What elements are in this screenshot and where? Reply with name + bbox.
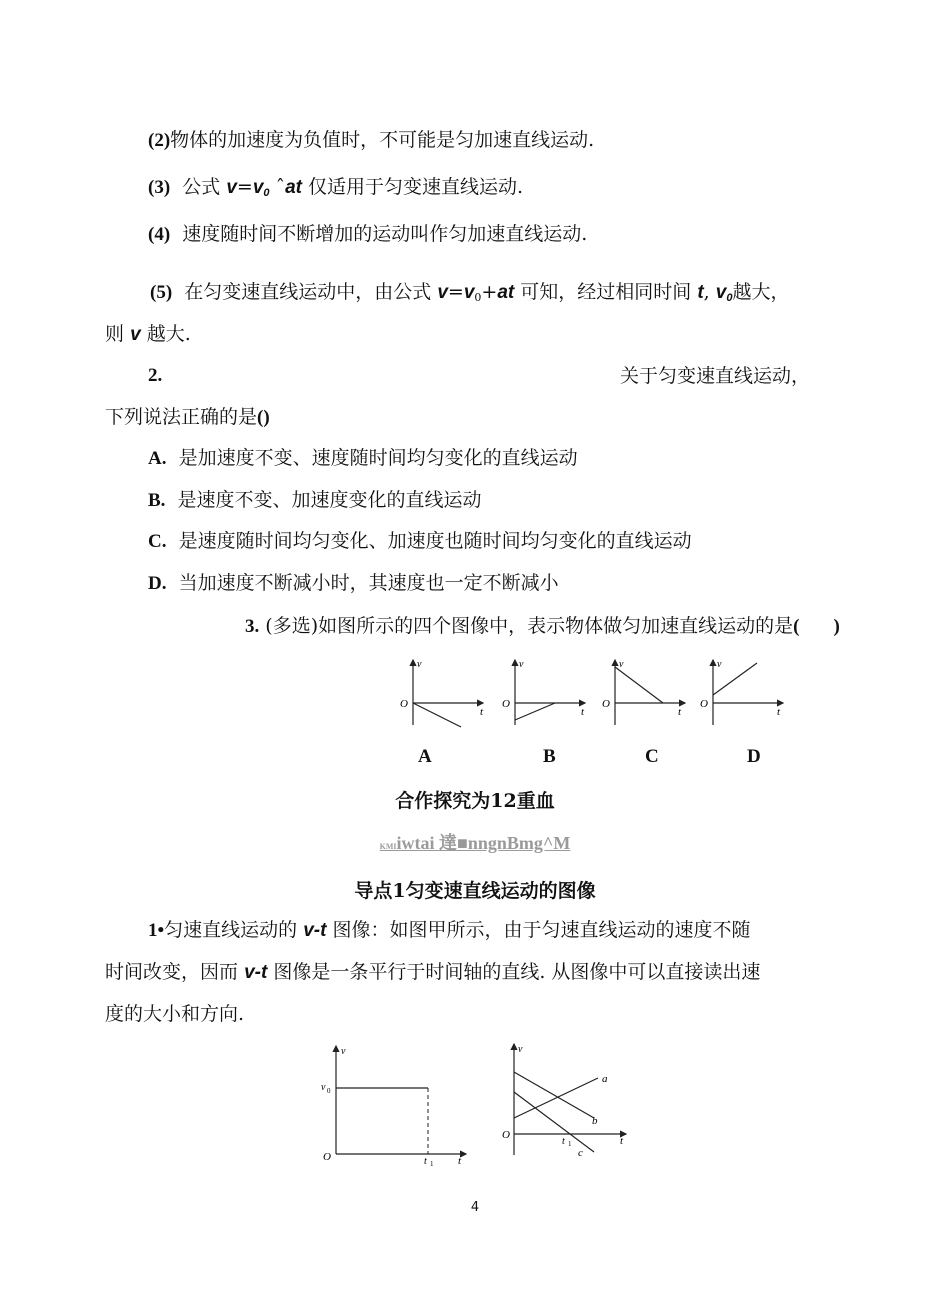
option-text: 是加速度不变、速度随时间均匀变化的直线运动 [178,447,578,469]
figure-uniform-velocity [318,1042,478,1170]
graph-label-d: D [747,746,761,767]
formula-v0: v [715,282,727,303]
axis-t-label: t [620,1135,624,1147]
statement-number: (3) [148,177,171,198]
question-2-number: 2. [148,365,163,386]
guide-paragraph-line-3: 度的大小和方向. [105,1003,245,1025]
answer-paren: () [257,407,270,428]
t1-sub: 1 [568,1140,572,1148]
option-label: D. [148,573,167,594]
statement-text: 公式 [182,176,221,198]
axis-t-label: t [678,706,682,718]
graph-d [700,659,783,725]
line-c [514,1092,594,1152]
statement-number: (2) [148,130,171,151]
formula-v0-sub: 0 [474,291,482,304]
axis-v-label: v [417,659,422,670]
t1-label: t [562,1136,565,1147]
statement-3 [148,175,523,205]
formula-op: + [481,281,498,303]
formula-vt: v-t [303,920,327,941]
axis-t-label: t [777,706,781,718]
formula-v0-sub: 0 [726,292,733,304]
statement-5 [150,280,789,310]
formula-eq: = [236,176,253,198]
paragraph-text: 图像：如图甲所示，由于匀速直线运动的速度不随 [332,919,751,941]
axis-v-label: v [341,1046,346,1057]
formula-v: v [130,324,141,345]
graph-c [602,659,685,725]
axis-t-label: t [480,706,484,718]
formula-comma: , [703,281,710,303]
statement-text: 物体的加速度为负值时，不可能是匀加速直线运动. [170,129,595,151]
statement-text: 可知，经过相同时间 [520,281,692,303]
option-text: 是速度不变、加速度变化的直线运动 [177,489,482,511]
graph-label-b: B [543,746,556,767]
formula-v0-sub: 0 [263,187,270,199]
statement-text: 越大. [146,323,191,345]
watermark-small: KMI [379,842,397,851]
watermark [0,829,950,855]
origin-label: O [400,698,408,710]
watermark-text: iwtai 達■nngnBmg^M [396,833,571,853]
graph-label-a: A [418,746,432,767]
option-label: B. [148,490,166,511]
origin-label: O [502,698,510,710]
option-a [148,446,578,471]
v0-label: v [321,1082,326,1093]
origin-label: O [602,698,610,710]
origin-label: O [700,698,708,710]
graph-b [502,659,585,725]
formula-v0: v [252,177,264,198]
formula-v: v [437,282,448,303]
axis-v-label: v [619,659,624,670]
label-a: a [602,1073,608,1085]
paragraph-text: 时间改变，因而 [105,961,239,983]
paragraph-number: 1• [148,920,165,941]
statement-text: 速度随时间不断增加的运动叫作匀加速直线运动. [182,223,588,245]
statement-number: (5) [150,282,173,303]
option-d [148,571,559,596]
guide-paragraph-line-2 [105,960,760,985]
paragraph-text: 图像是一条平行于时间轴的直线. 从图像中可以直接读出速 [273,961,761,983]
line-a [514,1078,598,1118]
statement-text: 越大， [732,281,790,303]
formula-eq: = [447,281,464,303]
statement-2 [148,128,594,153]
question-number: 3 [245,616,255,637]
formula-v: v [226,177,237,198]
statement-text: 在匀变速直线运动中，由公式 [184,281,432,303]
axis-t-label: t [458,1155,462,1167]
q3-graphs [395,655,795,730]
origin-label: O [323,1151,331,1163]
axis-v-label: v [519,659,524,670]
guide-title: 导点1匀变速直线运动的图像 [354,880,596,902]
label-b: b [592,1115,598,1127]
section-title: 合作探究为12重血 [395,790,555,812]
formula-at: at [285,177,302,198]
graph-a [400,659,484,727]
option-text: 是速度随时间均匀变化、加速度也随时间均匀变化的直线运动 [178,530,692,552]
formula-t: t [697,282,704,303]
origin-label: O [502,1129,510,1141]
formula-at: at [497,282,515,303]
option-b [148,488,482,513]
formula-v0: v [463,282,475,303]
question-text: (多选)如图所示的四个图像中，表示物体做匀加速直线运动的是 [265,615,794,637]
formula-vt: v-t [244,962,268,983]
line-b [514,1072,594,1118]
axis-t-label: t [581,706,585,718]
t1-sub: 1 [430,1160,434,1168]
graph-c-line [615,667,663,703]
option-text: 当加速度不断减小时，其速度也一定不断减小 [178,572,559,594]
answer-paren-open: ( [793,616,800,637]
formula-op: ˆ [275,176,286,198]
graph-b-line [515,703,555,720]
page-number: 4 [470,1200,480,1215]
question-2-stem [105,405,270,430]
answer-paren-close: ) [833,616,840,637]
statement-number: (4) [148,224,171,245]
label-c: c [578,1147,583,1159]
statement-4 [148,222,587,247]
question-dot: . [254,616,260,637]
paragraph-text: 匀速直线运动的 [164,919,298,941]
statement-5-cont [105,322,191,347]
option-label: A. [148,448,167,469]
figure-lines-abc [500,1040,635,1160]
axis-v-label: v [518,1044,523,1055]
guide-paragraph-line-1 [148,918,751,943]
question-2-lead: 关于匀变速直线运动， [620,365,811,387]
option-label: C. [148,531,167,552]
axis-v-label: v [717,659,722,670]
statement-text: 则 [105,323,125,345]
question-text: 下列说法正确的是 [105,406,258,428]
question-3 [245,614,840,639]
option-c [148,529,692,554]
t1-label: t [424,1156,427,1167]
graph-a-line [413,703,461,727]
statement-text: 仅适用于匀变速直线运动. [308,176,524,198]
graph-label-c: C [645,746,659,767]
v0-sub: 0 [327,1087,331,1095]
